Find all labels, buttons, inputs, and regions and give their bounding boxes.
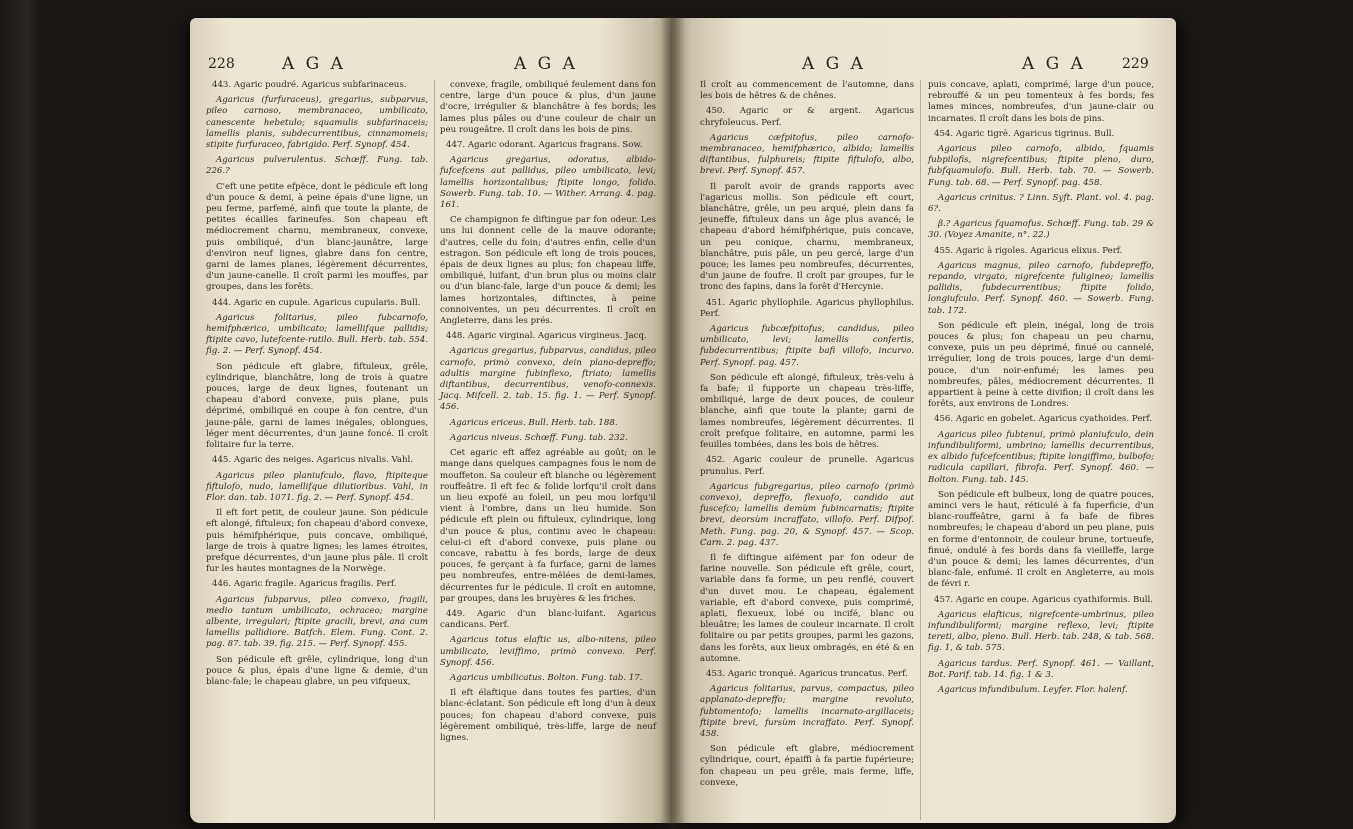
left-column-2 xyxy=(440,80,656,748)
latin-description: Agaricus fubgregarius, pileo carnofo (primò convexo), depreffo, flexuofo, candido aut fuscefco; lamellis demùm fubincarnatis; ftipite brevi, deorsùm incraffato, villofo. Perf. Difpof. Meth. Fung. pag. 20, & Synopf. 457. — Scop. Carn. 2. pag. 437. xyxy=(700,481,914,548)
entry-paragraph: convexe, fragile, ombiliqué feulement dans fon centre, large d'un pouce & plus, d'un jaune d'ocre, irrégulier & blanchâtre à fes bords; les lames plus pâles ou d'une couleur de chair un peu rougeâtre. Il croît dans les bois de pins. xyxy=(440,80,656,135)
entry-heading: 446. Agaric fragile. Agaricus fragilis. Perf. xyxy=(212,579,397,590)
left-header-right: A G A xyxy=(514,54,578,74)
latin-description: Agaricus gregarius, odoratus, albido-fufcefcens aut pallidus, pileo umbilicato, levi; lamellis horizontalibus; ftipite longo, folido. Sowerb. Fung. tab. 10. — Wither. Arrang. 4. pag. 161. xyxy=(440,155,656,211)
latin-description: Agaricus fubcæfpitofus, candidus, pileo umbilicato, levi; lamellis confertis, fubdecurrentibus; ftipite bafi villofo, incurvo. Perf. Synopf. pag. 457. xyxy=(700,324,914,368)
left-header-left: A G A xyxy=(282,54,346,74)
entry-paragraph: Son pédicule eft glabre, médiocrement cylindrique, court, épaiffi à fa partie fupérieure; fon chapeau un peu grêle, mais ferme, liffe, convexe, xyxy=(700,744,914,788)
column-rule xyxy=(434,80,435,820)
entry-heading: 444. Agaric en cupule. Agaricus cupularis. Bull. xyxy=(212,297,421,308)
latin-description: Agaricus pulverulentus. Schœff. Fung. tab. 226.? xyxy=(206,155,428,177)
entry-paragraph: Il fe diftingue aifément par fon odeur de farine nouvelle. Son pédicule eft grêle, court, variable dans fa forme, un peu renflé, couvert d'un duvet mou. Le chapeau, également variable, eft d'abord convexe, puis comprimé, aplati, flexueux, lobé ou incifé, blanc ou bleuâtre; les lames de couleur incarnate. Il croît folitaire ou par petits groupes, parmi les gazons, dans les forêts, aux lieux ombragés, en été & en automne. xyxy=(700,552,914,664)
latin-description: Agaricus ericeus. Bull. Herb. tab. 188. xyxy=(450,417,618,428)
entry-paragraph: Son pédicule eft grêle, cylindrique, long d'un pouce & plus, épais d'une ligne & demie, d'un blanc-fale; le chapeau glabre, un peu vifqueux, xyxy=(206,654,428,687)
left-page-header xyxy=(202,54,662,78)
entry-heading: 450. Agaric or & argent. Agaricus chryfoleucus. Perf. xyxy=(700,106,914,128)
entry-heading: 449. Agaric d'un blanc-luifant. Agaricus candicans. Perf. xyxy=(440,608,656,631)
entry-paragraph: Son pédicule eft glabre, fiftuleux, grêle, cylindrique, blanchâtre, long de trois à quatre pouces, large de deux lignes, foutenant un chapeau d'abord convexe, puis plane, puis déprimé, ombiliqué en coupe à fon centre, d'un jaune-pâle, garni de lames inégales, oblongues, léger ment décurrentes, d'un jaune foncé. Il croît folitaire fur la terre. xyxy=(206,361,428,451)
latin-description: Agaricus (furfuraceus), gregarius, subparvus, pileo carnoso, membranaceo, umbilicato, canescente hebetulo; squamulis subfarinaceis; lamellis planis, subdecurrentibus, cinnamomeis; stipite furfuraceo, fabrigido. Perf. Synopf. 454. xyxy=(206,95,428,151)
entry-heading: 447. Agaric odorant. Agaricus fragrans. Sow. xyxy=(446,140,643,151)
latin-description: Agaricus fubparvus, pileo convexo, fragili, medio tantum umbilicato, ochraceo; margine albente, irregulari; ftipite gracili, brevi, ana cum lamellis pallidiore. Batfch. Elem. Fung. Cont. 2. pag. 87. tab. 39. fig. 215. — Perf. Synopf. 455. xyxy=(206,594,428,650)
entry-heading: 452. Agaric couleur de prunelle. Agaricus prunulus. Perf. xyxy=(700,455,914,477)
entry-heading: 451. Agaric phyllophile. Agaricus phyllophilus. Perf. xyxy=(700,297,914,319)
entry-heading: 456. Agaric en gobelet. Agaricus cyathoides. Perf. xyxy=(934,414,1152,425)
latin-description: Agaricus tardus. Perf. Synopf. 461. — Vaillant, Bot. Parif. tab. 14. fig. 1 & 3. xyxy=(928,658,1154,680)
entry-paragraph: Son pédicule eft bulbeux, long de quatre pouces, aminci vers le haut, réticulé à fa fuperficie, d'un blanc-rouffeâtre, garni à fa bafe de fibres nombreufes; le chapeau d'abord un peu plane, puis en forme d'entonnoir, de couleur brune, tortueufe, finué, ondulé à fes bords dans fa vieilleffe, large d'un pouce & demi; les lames décurrentes, d'un blanc-fale, enfumé. Il croît en Angleterre, au mois de févri r. xyxy=(928,489,1154,590)
latin-description: Agaricus pileo planiufculo, flavo, ftipiteque fiftulofo, nudo, lamellifque dilutioribus. Vahl, in Flor. dan. tab. 1071. fig. 2. — Perf. Synopf. 454. xyxy=(206,470,428,503)
left-column-1 xyxy=(206,80,428,692)
right-header-left: A G A xyxy=(802,54,866,74)
latin-description: Agaricus infundibulum. Leyfer. Flor. halenf. xyxy=(938,684,1128,695)
right-page xyxy=(672,18,1176,823)
latin-description: Agaricus pileo fubtenui, primò planiufculo, dein infundibuliformi, umbrino; lamellis decurrentibus, ex albido fufcefcentibus; ftipite longiffimo, bulbofo; radicula capillari, fibrofa. Perf. Synopf. 460. — Bolton. Fung. tab. 145. xyxy=(928,429,1154,485)
latin-description: Agaricus crinitus. ? Linn. Syft. Plant. vol. 4. pag. 6?. xyxy=(928,192,1154,215)
latin-description: β.? Agaricus fquamofus. Schœff. Fung. tab. 29 & 30. (Voyez Amanite, n°. 22.) xyxy=(928,219,1154,241)
entry-paragraph: Il paroît avoir de grands rapports avec l'agaricus mollis. Son pédicule eft court, blanchâtre, grêle, un peu arqué, plein dans fa jeuneffe, fiftuleux dans un âge plus avancé; le chapeau d'abord hémifphérique, puis concave, un peu conique, charnu, membraneux, blanchâtre, puis pâle, un peu gercé, large d'un pouce; les lames peu nombreufes, décurrentes, d'un jaune de foufre. Il croît par groupes, fur le tronc des fapins, dans la forêt d'Hercynie. xyxy=(700,181,914,293)
entry-heading: 453. Agaric tronqué. Agaricus truncatus. Perf. xyxy=(706,668,908,679)
right-header-right: A G A xyxy=(1022,54,1086,74)
right-column-1 xyxy=(700,80,914,793)
entry-heading: 455. Agaric à rigoles. Agaricus elixus. Perf. xyxy=(934,245,1123,256)
entry-paragraph: Il eft élaftique dans toutes fes parties, d'un blanc-éclatant. Son pédicule eft long d'un à deux pouces; fon chapeau d'abord convexe, puis légèrement ombiliqué, très-liffe, large de neuf lignes. xyxy=(440,688,656,743)
latin-description: Agaricus gregarius, fubparvus, candidus, pileo carnofo, primò convexo, dein plano-depreffo; adultis margine fubinflexo, ftriato; lamellis diftantibus, decurrentibus, venofo-connexis. Jacq. Mifcell. 2. tab. 15. fig. 1. — Perf. Synopf. 456. xyxy=(440,346,656,413)
entry-paragraph: Il croît au commencement de l'automne, dans les bois de hêtres & de chênes. xyxy=(700,80,914,102)
entry-paragraph: puis concave, aplati, comprimé, large d'un pouce, rebrouffé & un peu tomenteux à fes bords; fes lames minces, nombreufes, d'un jaune-clair ou incarnates. Il croît dans les bois de pins. xyxy=(928,80,1154,124)
column-rule xyxy=(920,80,921,820)
latin-description: Agaricus magnus, pileo carnofo, fubdepreffo, repando, virgato, nigrefcente fuligineo; lamellis pallidis, fubdecurrentibus; ftipite folido, longiufculo. Perf. Synopf. 460. — Sowerb. Fung. tab. 172. xyxy=(928,260,1154,316)
latin-description: Agaricus pileo carnofo, albido, fquamis fubpilofis, nigrefcentibus; ftipite pleno, duro, fubfquamulofo. Bull. Herb. tab. 70. — Sowerb. Fung. tab. 68. — Perf. Synopf. pag. 458. xyxy=(928,144,1154,188)
entry-paragraph: C'eft une petite efpèce, dont le pédicule eft long d'un pouce & demi, à peine épais d'une ligne, un peu ferme, parfemé, ainfi que toute la plante, de petites écailles farineufes. Son chapeau eft médiocrement charnu, membraneux, convexe, puis ombiliqué, d'un blanc-jaunâtre, large d'environ neuf lignes, glabre dans fon centre, garni de lames planes, légèrement décurrentes, d'un jaune-canelle. Il croît parmi les mouffes, par groupes, dans les forêts. xyxy=(206,181,428,293)
entry-paragraph: Il eft fort petit, de couleur jaune. Son pédicule eft alongé, fiftuleux; fon chapeau d'abord convexe, puis hémifphérique, puis concave, ombiliqué, large de trois à quatre lignes; les lames étroites, prefque décurrentes, d'un jaune plus pâle. Il croît fur les hautes montagnes de la Norwège. xyxy=(206,508,428,575)
latin-description: Agaricus folitarius, pileo fubcarnofo, hemifphærico, umbilicato; lamellifque pallidis; ftipite cavo, lutefcente-rutilo. Bull. Herb. tab. 554. fig. 2. — Perf. Synopf. 454. xyxy=(206,312,428,357)
right-page-header xyxy=(692,54,1162,78)
latin-description: Agaricus umbilicatus. Bolton. Fung. tab. 17. xyxy=(450,672,643,683)
left-page-number: 228 xyxy=(208,56,235,72)
latin-description: Agaricus totus elaftic us, albo-nitens, pileo umbilicato, leviffimo, primò convexo. Perf. Synopf. 456. xyxy=(440,635,656,668)
right-page-number: 229 xyxy=(1122,56,1149,72)
latin-description: Agaricus folitarius, parvus, compactus, pileo applanato-depreffo; margine revoluto, fubtomentofo; lamellis incarnato-argillaceis; ftipite brevi, fursùm incraffato. Perf. Synopf. 458. xyxy=(700,684,914,739)
entry-heading: 448. Agaric virginal. Agaricus virgineus. Jacq. xyxy=(446,331,647,342)
entry-paragraph: Ce champignon fe diftingue par fon odeur. Les uns lui donnent celle de la mauve odorante; d'autres, celle du foin; d'autres enfin, celle d'un estragon. Son pédicule eft long de trois pouces, épais de deux lignes au plus; fon chapeau liffe, ombiliqué, luifant, d'un brun plus ou moins clair ou d'un blanc-fale, large d'un pouce & demi; les lames horizontales, diftinctes, à peine connoiventes, un peu décurrentes. Il croît en Angleterre, dans les prés. xyxy=(440,215,656,327)
right-column-2 xyxy=(928,80,1154,700)
latin-description: Agaricus niveus. Schœff. Fung. tab. 232. xyxy=(450,432,628,443)
latin-description: Agaricus cæfpitofus, pileo carnofo-membranaceo, hemifphærico, albido; lamellis diftantibus, fulphureis; ftipite fiftulofo, albo, brevi. Perf. Synopf. 457. xyxy=(700,132,914,177)
latin-description: Agaricus elafticus, nigrefcente-umbrinus, pileo infundibuliformi; margine reflexo, levi; ftipite tereti, albo, pleno. Bull. Herb. tab. 248, & tab. 568. fig. 1, & tab. 575. xyxy=(928,609,1154,654)
left-page xyxy=(190,18,672,823)
entry-heading: 443. Agaric poudré. Agaricus subfarinaceus. xyxy=(212,80,407,90)
entry-paragraph: Son pédicule eft alongé, fiftuleux, très-velu à fa bafe; il fupporte un chapeau très-liffe, ombiliqué, large de deux pouces, de couleur blanche, ainfi que toute la plante; garni de lames nombreufes, légèrement décurrentes. Il croît prefque folitaire, en automne, parmi les feuilles tombées, dans les bois de hêtres. xyxy=(700,372,914,451)
entry-paragraph: Cet agaric eft affez agréable au goût; on le mange dans quelques campagnes fous le nom de mouffeton. Sa couleur eft blanche ou légèrement rouffeâtre. Il eft fec & folide lorfqu'il croît dans un lieu expofé au foleil, un peu mou lorfqu'il vient à l'ombre, dans un lieu humide. Son pédicule eft plein ou fiftuleux, cylindrique, long d'un pouce & plus, continu avec le chapeau: celui-ci eft d'abord convexe, puis plane ou concave, rabattu à fes bords, large de deux pouces, fe gerçant à fa furface, garni de lames peu nombreufes, entre-mêlées de demi-lames, décurrentes fur le pédicule. Il croît en automne, par groupes, dans les bruyères & les friches. xyxy=(440,448,656,604)
book-gutter xyxy=(660,14,686,826)
entry-heading: 457. Agaric en coupe. Agaricus cyathiformis. Bull. xyxy=(934,594,1154,605)
entry-heading: 445. Agaric des neiges. Agaricus nivalis. Vahl. xyxy=(212,455,414,466)
entry-heading: 454. Agaric tigré. Agaricus tigrinus. Bull. xyxy=(934,128,1115,139)
entry-paragraph: Son pédicule eft plein, inégal, long de trois pouces & plus; fon chapeau un peu charnu, convexe, puis un peu déprimé, finué ou cannelé, irrégulier, long de trois pouces, large d'un demi-pouce, d'un noir-enfumé; les lames peu nombreufes, pâles, médiocrement décurrentes. Il appartient à peine à cette divifion; il croît dans les forêts, aux environs de Londres. xyxy=(928,320,1154,410)
